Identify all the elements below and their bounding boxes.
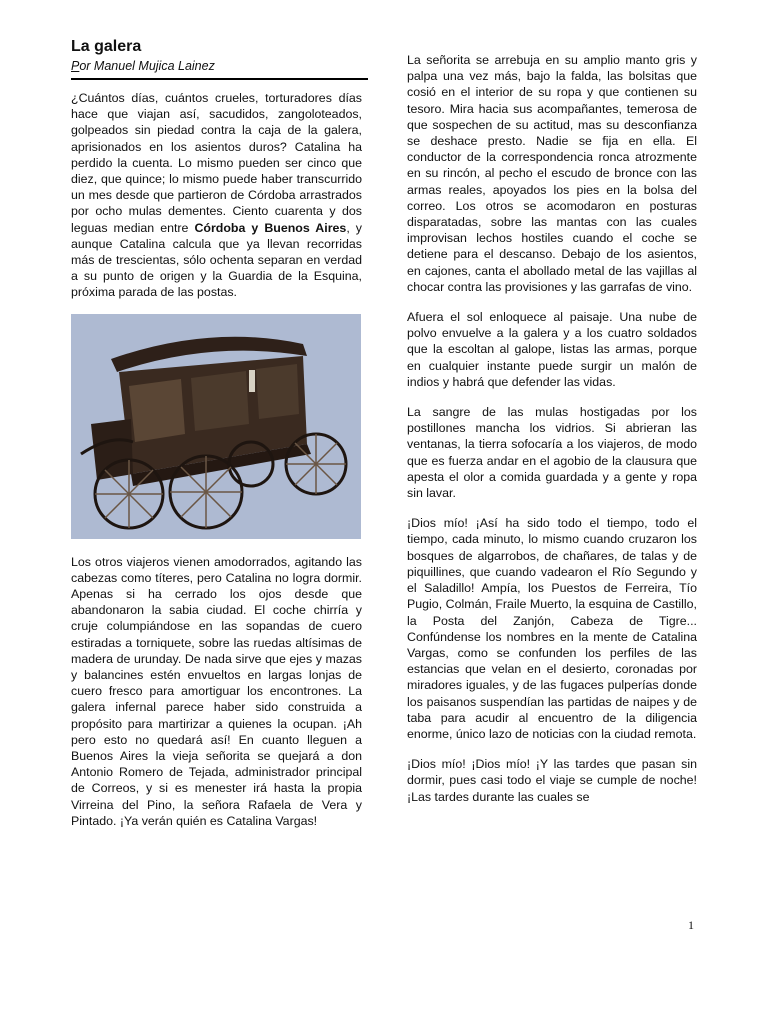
carriage-illustration (71, 314, 361, 539)
paragraph: La sangre de las mulas hostigadas por los postillones mancha los vidrios. Si abrieran las ventanas, la tierra sofocaría a los viajeros, de modo que es fuerza andar en el agobio de la clausura que apesta el olor a comida guardada y a gente y ropa sin lavar. (407, 405, 697, 501)
page-title: La galera (71, 38, 142, 55)
paragraph: ¡Dios mío! ¡Así ha sido todo el tiempo, todo el tiempo, cada minuto, lo mismo cuando cruzaron los bosques de algarrobos, de chañares, de talas y de piquillines, que cuando vadearon el Río Segundo y el Saladillo! Ampía, los Puestos de Ferreira, Tío Pugio, Colmán, Fraile Muerto, la esquina de Castillo, la Posta del Zanjón, Cabeza de Tigre... Confúndense los nombres en la mente de Catalina Vargas, como se confunden los perfiles de las estancias que velan en el desierto, coronadas por miradores iguales, y de las fugaces pulperías donde los paisanos suspendían las partidas de naipes y de taba para acudir al encuentro de la diligencia enorme, único lazo de noticias con la ciudad remota. (407, 516, 697, 741)
paragraph-text: , y aunque Catalina calcula que ya llevan recorridas más de trescientas, sólo ochenta separan en verdad a su punto de origen y la Guardia de la Esquina, próxima parada de las postas. (71, 220, 362, 300)
byline-rest: or Manuel Mujica Lainez (79, 59, 215, 73)
paragraph (71, 90, 362, 301)
bold-text: Córdoba y Buenos Aires (194, 220, 347, 235)
carriage-photo (71, 314, 361, 539)
author-byline (71, 59, 362, 74)
page-number: 1 (688, 918, 694, 932)
paragraph-text: ¿Cuántos días, cuántos crueles, torturadores días hace que viajan así, sacudidos, zangoloteados, golpeados sin piedad contra la caja de la galera, aprisionados en los asientos duros? Catalina ha perdido la cuenta. Lo mismo pueden ser cinco que diez, que quince; lo mismo puede haber transcurrido un mes desde que partieron de Córdoba arrastrados por ocho mulas dementes. Ciento cuarenta y dos leguas median entre (71, 91, 362, 235)
paragraph: Afuera el sol enloquece al paisaje. Una nube de polvo envuelve a la galera y a los cuatro soldados que la escoltan al galope, listas las armas, porque en cualquier instante puede surgir un malón de indios y habrá que defender las vidas. (407, 310, 697, 389)
title-rule (71, 78, 368, 80)
byline-initial: P (71, 59, 80, 73)
left-column (71, 38, 362, 829)
paragraph: ¡Dios mío! ¡Dios mío! ¡Y las tardes que pasan sin dormir, pues casi todo el viaje se cumple de noche! ¡Las tardes durante las cuales se (407, 757, 697, 804)
paragraph: La señorita se arrebuja en su amplio manto gris y palpa una vez más, bajo la falda, las bolsitas que cosió en el interior de su ropa y que contienen su tesoro. Mira hacia sus acompañantes, temerosa de que sospechen de su actitud, mas su desconfianza se deshace presto. Nadie se fija en ella. El conductor de la correspondencia ronca atrozmente en su rincón, al pecho el escudo de bronce con las armas reales, apoyados los pies en la bolsa del correo. Los otros se acomodaron en posturas disparatadas, sobre las mantas con las cuales improvisan lechos hostiles cuando el coche se detiene para el descanso. Debajo de los asientos, en cajones, canta el abollado metal de las vajillas al chocar contra las provisiones y las garrafas de vino. (407, 53, 697, 294)
right-column (407, 52, 697, 805)
paragraph: Los otros viajeros vienen amodorrados, agitando las cabezas como títeres, pero Catalina no logra dormir. Apenas si ha cerrado los ojos desde que abandonaron la sabia ciudad. El coche chirría y cruje columpiándose en las sopandas de cuero estiradas a torniquete, sobre las ruedas altísimas de madera de urunday. De nada sirve que ejes y mazas y balancines estén envueltos en largas lonjas de cuero fresco para amortiguar los encontrones. La galera infernal parece haber sido construida a propósito para martirizar a quienes la ocupan. ¡Ah pero esto no quedará así! En cuanto lleguen a Buenos Aires la vieja señorita se quejará a don Antonio Romero de Tejada, administrador principal de Correos, y si es menester irá hasta la propia Virreina del Pino, la señora Rafaela de Vera y Pintado. ¡Ya verán quién es Catalina Vargas! (71, 554, 362, 828)
